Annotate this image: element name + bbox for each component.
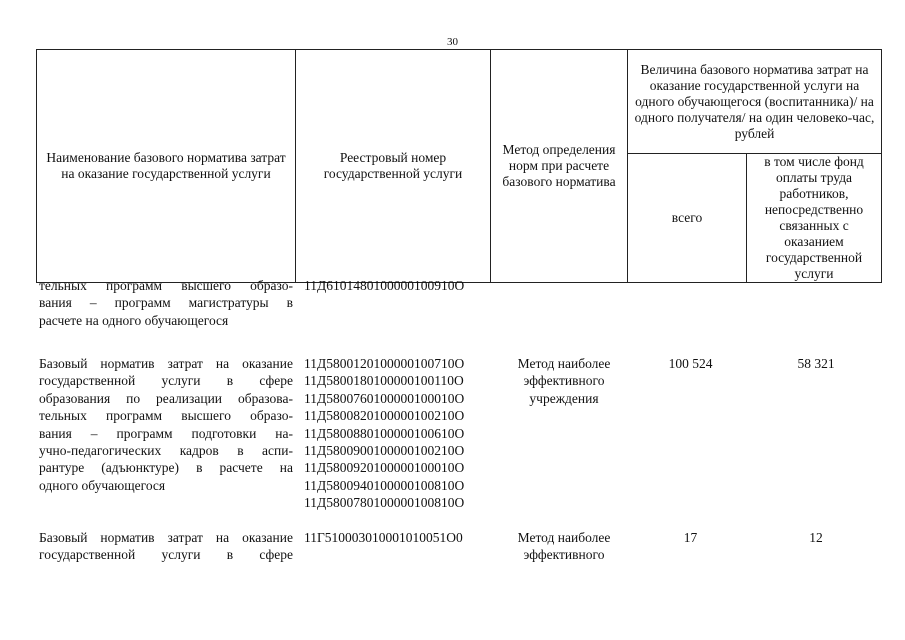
row-0-norm-name [39, 277, 293, 329]
row-1-name-line: образования по реализации образова- [39, 390, 293, 406]
norms-table-header [36, 49, 882, 283]
row-1-registry-numbers [304, 355, 489, 512]
row-1-name-line: одного обучающегося [39, 477, 166, 493]
registry-number: 11Д5800180100000100110О [304, 373, 464, 389]
row-0-registry-numbers [304, 277, 489, 294]
header-registry-number: Реестровый номер государственной услуги [296, 50, 491, 283]
header-wage-fund: в том числе фонд оплаты труда работников, непосредственно связанных с оказанием государственной услуги [747, 154, 882, 283]
registry-number: 11Д5800760100000100010О [304, 390, 465, 406]
row-1-name-line: Базовый норматив затрат на оказание [39, 356, 293, 371]
row-2-name-line: Базовый норматив затрат на оказание [39, 530, 293, 545]
row-2-method-line: Метод наиболее [517, 530, 611, 545]
registry-number: 11Г510003010001010051О0 [304, 530, 463, 545]
registry-number: 11Д5800780100000100810О [304, 495, 465, 511]
header-method: Метод определения норм при расчете базового норматива [491, 50, 628, 283]
row-1-method [500, 355, 628, 407]
registry-number: 11Д5800120100000100710О [304, 356, 465, 371]
row-1-name-line: рантуре (адъюнктуре) в расчете на [39, 460, 293, 476]
row-2-name-line: государственной услуги в сфере [39, 547, 293, 563]
row-2-norm-name [39, 529, 293, 564]
row-2-total: 17 [683, 530, 698, 545]
row-2-method-line: эффективного [523, 547, 605, 563]
registry-number: 11Д6101480100000100910О [304, 278, 465, 293]
row-2-registry-numbers [304, 529, 489, 546]
registry-number: 11Д5800900100000100210О [304, 443, 465, 459]
row-1-total: 100 524 [668, 356, 713, 371]
row-0-name-line: вания – программ магистратуры в [39, 295, 293, 311]
row-2-method [500, 529, 628, 564]
registry-number: 11Д5800940100000100810О [304, 477, 465, 493]
row-1-wage-fund: 58 321 [797, 356, 835, 371]
header-total: всего [628, 154, 747, 283]
header-norm-name: Наименование базового норматива затрат на оказание государственной услуги [37, 50, 296, 283]
registry-number: 11Д5800920100000100010О [304, 460, 465, 476]
registry-number: 11Д5800880100000100610О [304, 425, 465, 441]
row-0-name-line: тельных программ высшего образо- [39, 278, 293, 293]
row-1-name-line: вания – программ подготовки на- [39, 425, 293, 441]
row-1-norm-name [39, 355, 293, 494]
page-number: 30 [447, 36, 458, 48]
row-1-name-line: учно-педагогических кадров в аспи- [39, 443, 293, 459]
row-1-method-line: Метод наиболее [517, 356, 611, 371]
registry-number: 11Д5800820100000100210О [304, 408, 465, 424]
row-1-name-line: государственной услуги в сфере [39, 373, 293, 389]
row-1-method-line: эффективного [523, 373, 605, 389]
header-norm-value: Величина базового норматива затрат на оказание государственной услуги на одного обучающегося (воспитанника)/ на одного получателя/ на один человеко-час, рублей [628, 50, 882, 154]
row-0-name-line: расчете на одного обучающегося [39, 312, 229, 328]
row-1-method-line: учреждения [529, 390, 599, 406]
row-2-wage-fund: 12 [809, 530, 823, 545]
row-1-name-line: тельных программ высшего образо- [39, 408, 293, 424]
